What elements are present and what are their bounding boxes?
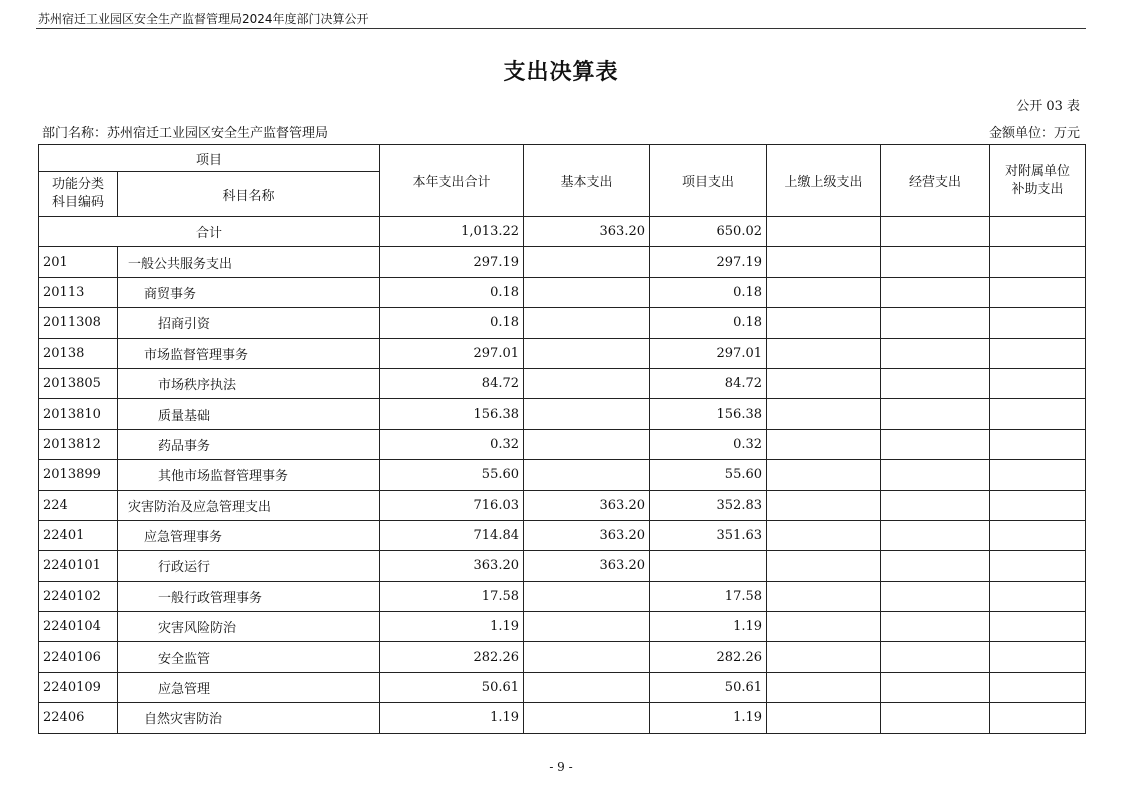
name-cell: 商贸事务 xyxy=(118,277,380,307)
code-cell: 2240102 xyxy=(39,581,118,611)
code-cell: 2011308 xyxy=(39,308,118,338)
business-cell xyxy=(881,703,990,733)
table-row xyxy=(39,551,1086,581)
subsidiary-cell xyxy=(990,703,1086,733)
header-rule xyxy=(36,28,1086,29)
code-cell: 2013812 xyxy=(39,429,118,459)
subsidiary-cell xyxy=(990,642,1086,672)
table-row xyxy=(39,308,1086,338)
upper-cell xyxy=(767,520,881,550)
code-cell: 224 xyxy=(39,490,118,520)
page-number: - 9 - xyxy=(549,760,573,774)
name-cell: 市场监督管理事务 xyxy=(118,338,380,368)
table-row xyxy=(39,612,1086,642)
table-row xyxy=(39,247,1086,277)
total-cell: 282.26 xyxy=(380,642,524,672)
project-cell: 84.72 xyxy=(650,368,767,398)
name-cell: 行政运行 xyxy=(118,551,380,581)
basic-cell xyxy=(524,703,650,733)
basic-cell xyxy=(524,308,650,338)
project-cell xyxy=(650,551,767,581)
business-cell xyxy=(881,642,990,672)
upper-cell xyxy=(767,581,881,611)
department-label: 部门名称：苏州宿迁工业园区安全生产监督管理局 xyxy=(42,126,329,141)
table-row xyxy=(39,429,1086,459)
business-cell xyxy=(881,247,990,277)
upper-cell xyxy=(767,490,881,520)
upper-cell xyxy=(767,612,881,642)
total-cell: 17.58 xyxy=(380,581,524,611)
total-cell: 297.19 xyxy=(380,247,524,277)
upper-cell xyxy=(767,277,881,307)
basic-cell xyxy=(524,399,650,429)
total-cell: 0.18 xyxy=(380,277,524,307)
subsidiary-cell xyxy=(990,399,1086,429)
business-cell xyxy=(881,429,990,459)
code-cell: 2013810 xyxy=(39,399,118,429)
business-cell xyxy=(881,581,990,611)
basic-cell xyxy=(524,247,650,277)
project-cell: 17.58 xyxy=(650,581,767,611)
code-cell: 22401 xyxy=(39,520,118,550)
subsidiary-cell xyxy=(990,581,1086,611)
upper-cell xyxy=(767,308,881,338)
upper-cell xyxy=(767,338,881,368)
upper-cell xyxy=(767,642,881,672)
header-code-line2: 科目编码 xyxy=(51,195,104,210)
total-cell: 156.38 xyxy=(380,399,524,429)
total-cell: 84.72 xyxy=(380,368,524,398)
project-cell: 0.32 xyxy=(650,429,767,459)
header-subject-name: 科目名称 xyxy=(118,172,380,217)
project-cell: 297.19 xyxy=(650,247,767,277)
name-cell: 灾害防治及应急管理支出 xyxy=(118,490,380,520)
total-cell: 0.32 xyxy=(380,429,524,459)
upper-cell xyxy=(767,399,881,429)
header-subsidiary-line1: 对附属单位 xyxy=(1005,163,1071,179)
name-cell: 质量基础 xyxy=(118,399,380,429)
header-item: 项目 xyxy=(39,145,380,172)
total-cell: 1.19 xyxy=(380,612,524,642)
table-row xyxy=(39,520,1086,550)
business-cell xyxy=(881,368,990,398)
basic-cell: 363.20 xyxy=(524,520,650,550)
basic-cell xyxy=(524,642,650,672)
project-cell: 1.19 xyxy=(650,612,767,642)
name-cell: 一般行政管理事务 xyxy=(118,581,380,611)
header-project: 项目支出 xyxy=(650,145,767,217)
unit-label: 金额单位：万元 xyxy=(988,126,1080,141)
upper-cell xyxy=(767,551,881,581)
table-row xyxy=(39,642,1086,672)
basic-cell xyxy=(524,460,650,490)
total-cell: 716.03 xyxy=(380,490,524,520)
name-cell: 安全监管 xyxy=(118,642,380,672)
header-business: 经营支出 xyxy=(881,145,990,217)
upper-cell xyxy=(767,460,881,490)
subsidiary-cell xyxy=(990,460,1086,490)
total-cell: 50.61 xyxy=(380,672,524,702)
basic-cell xyxy=(524,612,650,642)
table-row xyxy=(39,277,1086,307)
name-cell: 自然灾害防治 xyxy=(118,703,380,733)
header-row-1 xyxy=(39,145,1086,172)
project-cell: 156.38 xyxy=(650,399,767,429)
code-cell: 2013805 xyxy=(39,368,118,398)
total-cell: 714.84 xyxy=(380,520,524,550)
project-cell: 352.83 xyxy=(650,490,767,520)
project-cell: 297.01 xyxy=(650,338,767,368)
header-total: 本年支出合计 xyxy=(380,145,524,217)
project-cell: 0.18 xyxy=(650,308,767,338)
header-basic: 基本支出 xyxy=(524,145,650,217)
subsidiary-cell xyxy=(990,247,1086,277)
project-cell: 282.26 xyxy=(650,642,767,672)
total-basic: 363.20 xyxy=(524,217,650,247)
table-row xyxy=(39,368,1086,398)
header-code-line1: 功能分类 xyxy=(51,177,104,192)
name-cell: 招商引资 xyxy=(118,308,380,338)
header-subsidiary xyxy=(990,145,1086,217)
basic-cell: 363.20 xyxy=(524,551,650,581)
basic-cell xyxy=(524,672,650,702)
running-header: 苏州宿迁工业园区安全生产监督管理局2024年度部门决算公开 xyxy=(38,12,369,26)
upper-cell xyxy=(767,247,881,277)
code-cell: 22406 xyxy=(39,703,118,733)
total-cell: 363.20 xyxy=(380,551,524,581)
code-cell: 2240106 xyxy=(39,642,118,672)
business-cell xyxy=(881,490,990,520)
code-cell: 201 xyxy=(39,247,118,277)
code-cell: 20138 xyxy=(39,338,118,368)
total-subsidiary xyxy=(990,217,1086,247)
project-cell: 0.18 xyxy=(650,277,767,307)
name-cell: 应急管理 xyxy=(118,672,380,702)
subsidiary-cell xyxy=(990,490,1086,520)
header-subsidiary-line2: 补助支出 xyxy=(1011,181,1064,197)
subsidiary-cell xyxy=(990,612,1086,642)
name-cell: 市场秩序执法 xyxy=(118,368,380,398)
subsidiary-cell xyxy=(990,551,1086,581)
subsidiary-cell xyxy=(990,277,1086,307)
table-row xyxy=(39,490,1086,520)
business-cell xyxy=(881,520,990,550)
total-total: 1,013.22 xyxy=(380,217,524,247)
subsidiary-cell xyxy=(990,429,1086,459)
basic-cell xyxy=(524,429,650,459)
basic-cell xyxy=(524,277,650,307)
table-row xyxy=(39,703,1086,733)
business-cell xyxy=(881,338,990,368)
project-cell: 1.19 xyxy=(650,703,767,733)
subsidiary-cell xyxy=(990,520,1086,550)
business-cell xyxy=(881,612,990,642)
table-row xyxy=(39,399,1086,429)
business-cell xyxy=(881,551,990,581)
basic-cell: 363.20 xyxy=(524,490,650,520)
business-cell xyxy=(881,460,990,490)
subsidiary-cell xyxy=(990,338,1086,368)
total-business xyxy=(881,217,990,247)
total-row xyxy=(39,217,1086,247)
total-cell: 0.18 xyxy=(380,308,524,338)
name-cell: 应急管理事务 xyxy=(118,520,380,550)
subsidiary-cell xyxy=(990,672,1086,702)
page-title: 支出决算表 xyxy=(503,60,619,85)
total-cell: 55.60 xyxy=(380,460,524,490)
business-cell xyxy=(881,672,990,702)
total-upper xyxy=(767,217,881,247)
table-row xyxy=(39,460,1086,490)
basic-cell xyxy=(524,581,650,611)
upper-cell xyxy=(767,429,881,459)
name-cell: 其他市场监督管理事务 xyxy=(118,460,380,490)
code-cell: 2240109 xyxy=(39,672,118,702)
name-cell: 药品事务 xyxy=(118,429,380,459)
total-cell: 297.01 xyxy=(380,338,524,368)
business-cell xyxy=(881,277,990,307)
project-cell: 351.63 xyxy=(650,520,767,550)
code-cell: 2013899 xyxy=(39,460,118,490)
subsidiary-cell xyxy=(990,368,1086,398)
total-cell: 1.19 xyxy=(380,703,524,733)
total-label: 合计 xyxy=(39,217,380,247)
total-project: 650.02 xyxy=(650,217,767,247)
code-cell: 2240104 xyxy=(39,612,118,642)
basic-cell xyxy=(524,368,650,398)
business-cell xyxy=(881,308,990,338)
name-cell: 灾害风险防治 xyxy=(118,612,380,642)
upper-cell xyxy=(767,703,881,733)
table-number: 公开 03 表 xyxy=(1016,99,1080,114)
expenditure-table xyxy=(38,144,1086,734)
table-row xyxy=(39,672,1086,702)
table-row xyxy=(39,338,1086,368)
name-cell: 一般公共服务支出 xyxy=(118,247,380,277)
code-cell: 20113 xyxy=(39,277,118,307)
business-cell xyxy=(881,399,990,429)
subsidiary-cell xyxy=(990,308,1086,338)
upper-cell xyxy=(767,368,881,398)
header-upper: 上缴上级支出 xyxy=(767,145,881,217)
code-cell: 2240101 xyxy=(39,551,118,581)
project-cell: 50.61 xyxy=(650,672,767,702)
basic-cell xyxy=(524,338,650,368)
project-cell: 55.60 xyxy=(650,460,767,490)
upper-cell xyxy=(767,672,881,702)
header-code xyxy=(39,172,118,217)
table-row xyxy=(39,581,1086,611)
